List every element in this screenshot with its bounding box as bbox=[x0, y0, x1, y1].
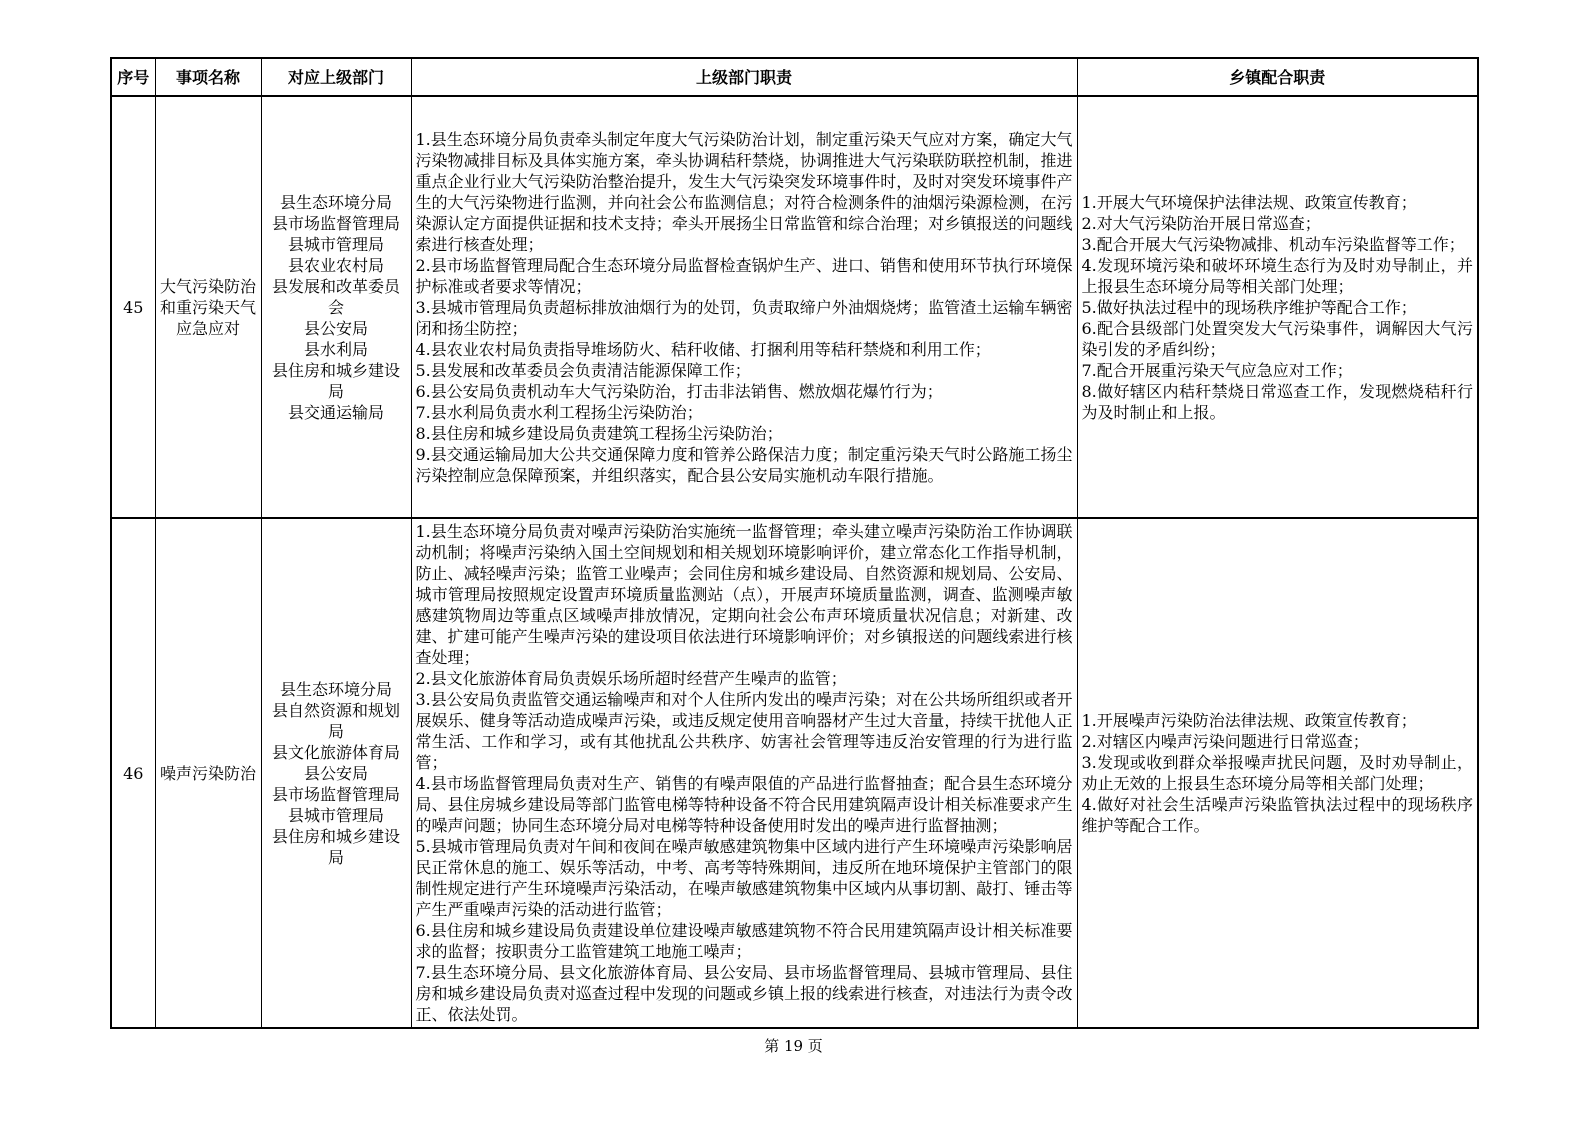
superior-duty-item: 5.县城市管理局负责对午间和夜间在噪声敏感建筑物集中区域内进行产生环境噪声污染影响居民正常休息的施工、娱乐等活动，中考、高考等特殊期间，违反所在地环境保护主管部门的限制性规定进行产生环境噪声污染活动，在噪声敏感建筑物集中区域内从事切割、敲打、锤击等产生严重噪声污染的活动进行监管； bbox=[415, 837, 1073, 919]
township-duty-item: 3.发现或收到群众举报噪声扰民问题，及时劝导制止，劝止无效的上报县生态环境分局等相关部门处理； bbox=[1081, 753, 1473, 793]
department-item: 县生态环境分局 bbox=[279, 679, 392, 699]
column-header-serial: 序号 bbox=[111, 58, 155, 96]
superior-duty-item: 6.县公安局负责机动车大气污染防治，打击非法销售、燃放烟花爆竹行为； bbox=[415, 381, 943, 401]
township-duty-item: 2.对辖区内噪声污染问题进行日常巡查； bbox=[1081, 732, 1369, 751]
column-header-item-name: 事项名称 bbox=[155, 58, 261, 96]
department-item: 县城市管理局 bbox=[287, 805, 384, 825]
cell-serial: 45 bbox=[111, 96, 155, 518]
table-row-46 bbox=[111, 518, 1478, 1028]
column-header-township-duties: 乡镇配合职责 bbox=[1077, 58, 1478, 96]
responsibility-matrix-table bbox=[110, 57, 1479, 1029]
superior-duty-item: 3.县城市管理局负责超标排放油烟行为的处罚，负责取缔户外油烟烧烤；监管渣土运输车辆密闭和扬尘防控； bbox=[415, 297, 1073, 338]
cell-item-name: 噪声污染防治 bbox=[155, 518, 261, 1028]
superior-duty-item: 2.县文化旅游体育局负责娱乐场所超时经营产生噪声的监管； bbox=[415, 669, 847, 688]
township-duty-item: 1.开展噪声污染防治法律法规、政策宣传教育； bbox=[1081, 711, 1417, 730]
cell-departments bbox=[261, 518, 411, 1028]
page-number: 第 19 页 bbox=[764, 1037, 823, 1055]
cell-departments bbox=[261, 96, 411, 518]
township-duty-item: 4.做好对社会生活噪声污染监管执法过程中的现场秩序维护等配合工作。 bbox=[1081, 795, 1473, 835]
superior-duty-item: 7.县生态环境分局、县文化旅游体育局、县公安局、县市场监督管理局、县城市管理局、县住房和城乡建设局负责对巡查过程中发现的问题或乡镇上报的线索进行核查，对违法行为责令改正、依法处罚。 bbox=[415, 963, 1073, 1024]
superior-duty-item: 8.县住房和城乡建设局负责建筑工程扬尘污染防治； bbox=[415, 423, 783, 443]
department-item: 县公安局 bbox=[303, 763, 368, 783]
cell-serial: 46 bbox=[111, 518, 155, 1028]
cell-item-name: 大气污染防治和重污染天气应急应对 bbox=[155, 96, 261, 518]
superior-duty-item: 4.县市场监督管理局负责对生产、销售的有噪声限值的产品进行监督抽查；配合县生态环境分局、县住房城乡建设局等部门监管电梯等特种设备不符合民用建筑隔声设计相关标准要求产生的噪声问题；协同生态环境分局对电梯等特种设备使用时发出的噪声进行监督抽测； bbox=[415, 774, 1073, 835]
township-duty-item: 6.配合县级部门处置突发大气污染事件，调解因大气污染引发的矛盾纠纷； bbox=[1081, 318, 1473, 359]
department-item: 县住房和城乡建设局 bbox=[271, 360, 400, 401]
cell-superior-duties bbox=[411, 96, 1077, 518]
department-item: 县生态环境分局 bbox=[279, 192, 392, 212]
township-duty-item: 1.开展大气环境保护法律法规、政策宣传教育； bbox=[1081, 192, 1417, 212]
superior-duty-item: 1.县生态环境分局负责牵头制定年度大气污染防治计划，制定重污染天气应对方案，确定大气污染物减排目标及具体实施方案，牵头协调秸秆禁烧，协调推进大气污染联防联控机制，推进重点企业行业大气污染防治整治提升，发生大气污染突发环境事件时，及时对突发环境事件产生的大气污染物进行监测，并向社会公布监测信息；对符合检测条件的油烟污染源检测，在污染源认定方面提供证据和技术支持；牵头开展扬尘日常监管和综合治理；对乡镇报送的问题线索进行核查处理； bbox=[415, 129, 1073, 254]
cell-superior-duties bbox=[411, 518, 1077, 1028]
superior-duty-item: 9.县交通运输局加大公共交通保障力度和管养公路保洁力度；制定重污染天气时公路施工扬尘污染控制应急保障预案，并组织落实，配合县公安局实施机动车限行措施。 bbox=[415, 444, 1073, 485]
superior-duty-item: 4.县农业农村局负责指导堆场防火、秸秆收储、打捆利用等秸秆禁烧和利用工作； bbox=[415, 339, 991, 359]
township-duty-item: 2.对大气污染防治开展日常巡查； bbox=[1081, 213, 1321, 233]
superior-duty-item: 1.县生态环境分局负责对噪声污染防治实施统一监督管理；牵头建立噪声污染防治工作协调联动机制；将噪声污染纳入国土空间规划和相关规划环境影响评价，建立常态化工作指导机制，防止、减轻噪声污染；监管工业噪声；会同住房和城乡建设局、自然资源和规划局、公安局、城市管理局按照规定设置声环境质量监测站（点），开展声环境质量监测，调查、监测噪声敏感建筑物周边等重点区域噪声排放情况，定期向社会公布声环境质量状况信息；对新建、改建、扩建可能产生噪声污染的建设项目依法进行环境影响评价；对乡镇报送的问题线索进行核查处理； bbox=[415, 522, 1073, 667]
cell-township-duties bbox=[1077, 518, 1478, 1028]
department-item: 县市场监督管理局 bbox=[271, 213, 400, 233]
column-header-superior-duties: 上级部门职责 bbox=[411, 58, 1077, 96]
superior-duty-item: 7.县水利局负责水利工程扬尘污染防治； bbox=[415, 402, 703, 422]
table-row-45 bbox=[111, 96, 1478, 518]
township-duty-item: 4.发现环境污染和破坏环境生态行为及时劝导制止，并上报县生态环境分局等相关部门处理； bbox=[1081, 255, 1473, 296]
department-item: 县城市管理局 bbox=[287, 234, 384, 254]
department-item: 县住房和城乡建设局 bbox=[271, 826, 400, 867]
cell-township-duties bbox=[1077, 96, 1478, 518]
township-duty-item: 7.配合开展重污染天气应急应对工作； bbox=[1081, 360, 1353, 380]
column-header-departments: 对应上级部门 bbox=[261, 58, 411, 96]
superior-duty-item: 6.县住房和城乡建设局负责建设单位建设噪声敏感建筑物不符合民用建筑隔声设计相关标准要求的监督；按职责分工监管建筑工地施工噪声； bbox=[415, 921, 1073, 961]
township-duty-item: 5.做好执法过程中的现场秩序维护等配合工作； bbox=[1081, 297, 1417, 317]
superior-duty-item: 5.县发展和改革委员会负责清洁能源保障工作； bbox=[415, 360, 751, 380]
header-row bbox=[111, 58, 1478, 96]
department-item: 县自然资源和规划局 bbox=[271, 700, 400, 741]
department-item: 县交通运输局 bbox=[287, 402, 384, 422]
department-item: 县发展和改革委员会 bbox=[271, 276, 400, 317]
department-item: 县农业农村局 bbox=[287, 255, 384, 275]
superior-duty-item: 2.县市场监督管理局配合生态环境分局监督检查锅炉生产、进口、销售和使用环节执行环境保护标准或者要求等情况； bbox=[415, 255, 1073, 296]
township-duty-item: 3.配合开展大气污染物减排、机动车污染监督等工作； bbox=[1081, 234, 1465, 254]
department-item: 县水利局 bbox=[303, 339, 368, 359]
township-duty-item: 8.做好辖区内秸秆禁烧日常巡查工作，发现燃烧秸秆行为及时制止和上报。 bbox=[1081, 381, 1473, 422]
department-item: 县市场监督管理局 bbox=[271, 784, 400, 804]
department-item: 县文化旅游体育局 bbox=[271, 742, 400, 762]
superior-duty-item: 3.县公安局负责监管交通运输噪声和对个人住所内发出的噪声污染；对在公共场所组织或者开展娱乐、健身等活动造成噪声污染，或违反规定使用音响器材产生过大音量，持续干扰他人正常生活、工作和学习，或有其他扰乱公共秩序、妨害社会管理等违反治安管理的行为进行监管； bbox=[415, 690, 1073, 772]
department-item: 县公安局 bbox=[303, 318, 368, 338]
